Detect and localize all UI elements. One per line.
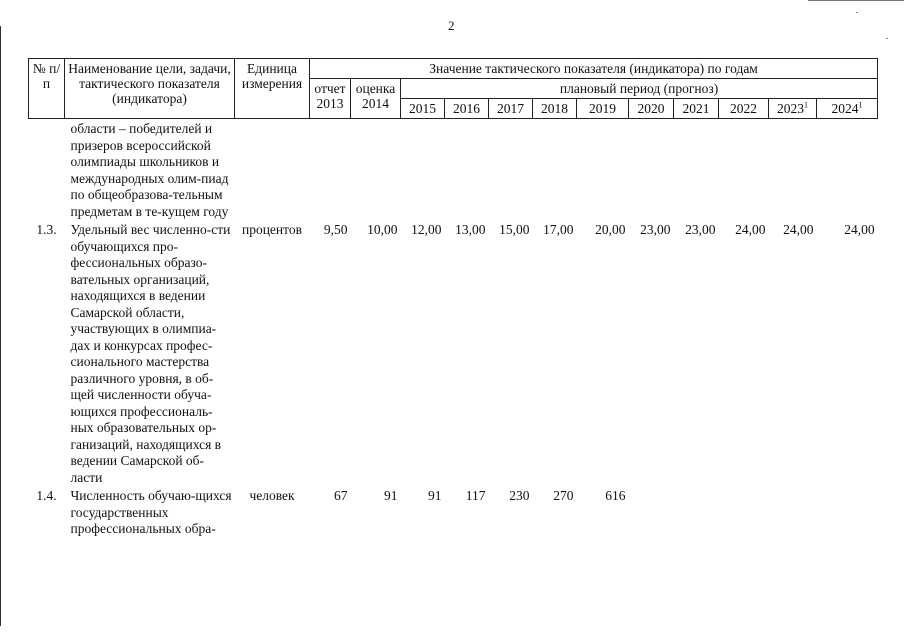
header-year: 2017 (489, 99, 533, 119)
row-num: 1.4. (36, 488, 57, 503)
header-year: 2022 (719, 99, 769, 119)
row-name: Удельный вес численно-сти обучающихся про-фессиональных образо-вательных организаций, находящихся в ведении Самарской области, участвующих в олимпиа-дах и конкурсах профес-сионального мастерства различного уровня, в об-щей численности обуча-ющихся профессиональ-ных образовательных ор-ганизаций, находящихся в ведении Самарской об-ласти (70, 222, 231, 485)
header-estimate: оценка 2014 (351, 79, 401, 119)
row-value: 117 (465, 488, 486, 503)
row-value (719, 119, 769, 221)
header-year: 2015 (401, 99, 445, 119)
table-row (29, 220, 878, 486)
row-value (719, 486, 769, 538)
row-value: 270 (553, 488, 574, 503)
row-value: 15,00 (499, 222, 530, 237)
header-unit: Единица измерения (235, 59, 310, 119)
row-value: 23,00 (685, 222, 716, 237)
scan-speck (856, 12, 858, 13)
row-value: 13,00 (455, 222, 486, 237)
row-unit: процентов (241, 222, 302, 237)
header-num: № п/п (29, 59, 65, 119)
header-name: Наименование цели, задачи, тактического показателя (индикатора) (65, 59, 235, 119)
header-planned-period: плановый период (прогноз) (401, 79, 878, 99)
header-year-footnoted (817, 99, 878, 119)
header-year-footnoted (769, 99, 817, 119)
header-year: 2018 (533, 99, 577, 119)
row-value (629, 486, 674, 538)
row-value (674, 119, 719, 221)
row-value: 230 (509, 488, 530, 503)
row-value (351, 119, 401, 221)
header-report: отчет 2013 (310, 79, 351, 119)
row-value: 24,00 (844, 222, 875, 237)
row-value: 24,00 (783, 222, 814, 237)
row-value (489, 119, 533, 221)
row-value (445, 119, 489, 221)
row-value (769, 119, 817, 221)
scan-speck (886, 38, 888, 39)
row-name: области – победителей и призеров всероссийской олимпиады школьников и международных олим-пиад по общеобразова-тельным предметам в те-кущем году (70, 121, 229, 219)
year-label: 2023 (777, 101, 804, 116)
row-value (401, 119, 445, 221)
row-value (310, 119, 351, 221)
table-row (29, 119, 878, 221)
row-value: 67 (334, 488, 348, 503)
row-value: 91 (428, 488, 442, 503)
indicators-table (28, 58, 878, 538)
row-unit: человек (249, 488, 295, 503)
header-year: 2021 (674, 99, 719, 119)
row-value: 616 (605, 488, 626, 503)
row-value (769, 486, 817, 538)
header-values-group: Значение тактического показателя (индикатора) по годам (310, 59, 878, 79)
row-value: 12,00 (411, 222, 442, 237)
page-number: 2 (448, 18, 455, 33)
row-value (629, 119, 674, 221)
year-label: 2024 (831, 101, 859, 116)
row-value: 10,00 (367, 222, 398, 237)
row-num: 1.3. (36, 222, 57, 237)
row-value: 20,00 (595, 222, 626, 237)
row-value: 23,00 (640, 222, 671, 237)
header-year: 2020 (629, 99, 674, 119)
row-value (817, 119, 878, 221)
row-value: 91 (384, 488, 398, 503)
footnote-marker: 1 (804, 100, 808, 110)
row-value: 24,00 (735, 222, 766, 237)
row-value: 17,00 (543, 222, 574, 237)
row-value (577, 119, 629, 221)
top-edge-line (808, 0, 904, 1)
row-value (817, 486, 878, 538)
table-row (29, 486, 878, 538)
footnote-marker: 1 (858, 100, 863, 110)
row-num (29, 119, 65, 221)
header-year: 2016 (445, 99, 489, 119)
row-unit (235, 119, 310, 221)
row-name: Численность обучаю-щихся государственных профессиональных обра- (70, 488, 232, 536)
row-value (674, 486, 719, 538)
row-value: 9,50 (323, 222, 348, 237)
row-value (533, 119, 577, 221)
left-margin-rule (0, 26, 1, 626)
header-year: 2019 (577, 99, 629, 119)
